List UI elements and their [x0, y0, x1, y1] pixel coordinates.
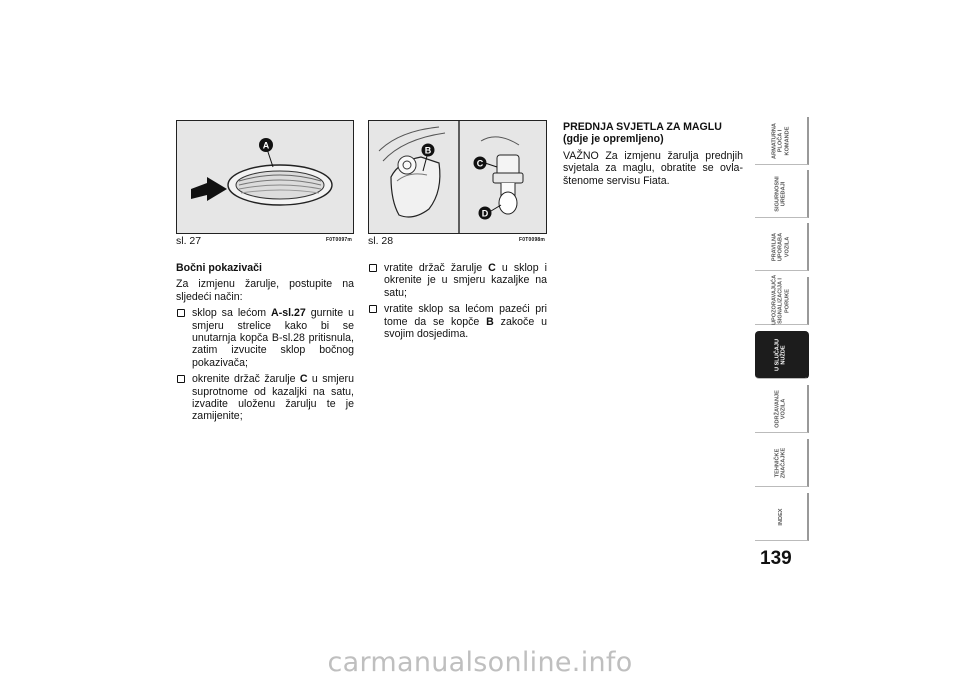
page-number: 139	[760, 548, 792, 569]
intro-paragraph: Za izmjenu žarulje, postupite na sljedeći način:	[176, 278, 354, 303]
bullet-item: vratite sklop sa lećom pazeći pri tome da se kopče B zakoče u svojim dosjedima.	[368, 303, 547, 340]
fog-lights-paragraph: VAŽNO Za izmjenu žarulja prednjih svjetala za maglu, obratite se ovlaštenome servisu Fiata.	[563, 149, 743, 187]
figure-28-caption: sl. 28	[368, 235, 394, 247]
fog-lights-subheading: (gdje je opremljeno)	[563, 133, 664, 146]
figure-27-caption: sl. 27	[176, 235, 202, 247]
checkbox-bullet-icon	[177, 375, 185, 383]
figure-28-code: F0T0098m	[519, 237, 546, 243]
callout-a: A	[262, 140, 270, 151]
callout-d: D	[481, 208, 489, 219]
column-3	[563, 121, 743, 191]
tab-warnings-messages[interactable]: UPOZORAVAJUĆA SIGNALIZACIJA I PORUKE	[755, 277, 809, 325]
bulb-holder-illustration	[369, 121, 546, 233]
bullet-item: vratite držač žarulje C u sklop i okrenite je u smjeru kazaljke na satu;	[368, 262, 547, 299]
bullet-item: okrenite držač žarulje C u smjeru suprotnome od kazaljki na satu, izvadite uloženu žarulju te je zamijenite;	[176, 373, 354, 423]
figure-27-code: F0T0097m	[326, 237, 353, 243]
fog-lights-heading: PREDNJA SVJETLA ZA MAGLU	[563, 121, 722, 133]
callout-b: B	[424, 145, 432, 156]
watermark: carmanualsonline.info	[327, 647, 633, 678]
column-1	[176, 262, 354, 427]
figure-28-image	[368, 120, 547, 234]
column-2	[368, 262, 547, 344]
section-heading: Bočni pokazivači	[176, 262, 262, 274]
tab-emergency[interactable]: U SLUČAJU NUŽDE	[755, 331, 809, 379]
checkbox-bullet-icon	[369, 305, 377, 313]
figure-27-image	[176, 120, 354, 234]
tab-correct-use[interactable]: PRAVILNA UPORABA VOZILA	[755, 223, 809, 271]
tab-safety-devices[interactable]: SIGURNOSNI UREĐAJI	[755, 170, 809, 218]
tab-maintenance[interactable]: ODRŽAVANJE VOZILA	[755, 385, 809, 433]
checkbox-bullet-icon	[177, 309, 185, 317]
checkbox-bullet-icon	[369, 264, 377, 272]
tab-index[interactable]: INDEX	[755, 493, 809, 541]
tab-dashboard-controls[interactable]: ARMATURNA PLOČA I KOMANDE	[755, 117, 809, 165]
callout-c: C	[476, 158, 484, 169]
push-arrow-icon	[191, 177, 227, 201]
side-indicator-illustration	[177, 121, 353, 233]
bullet-item: sklop sa lećom A-sl.27 gurnite u smjeru strelice kako bi se unutarnja kopča B-sl.28 pritisnula, zatim izvucite sklop bočnog pokazivača;	[176, 307, 354, 369]
tab-technical-specs[interactable]: TEHNIČKE ZNAČAJKE	[755, 439, 809, 487]
